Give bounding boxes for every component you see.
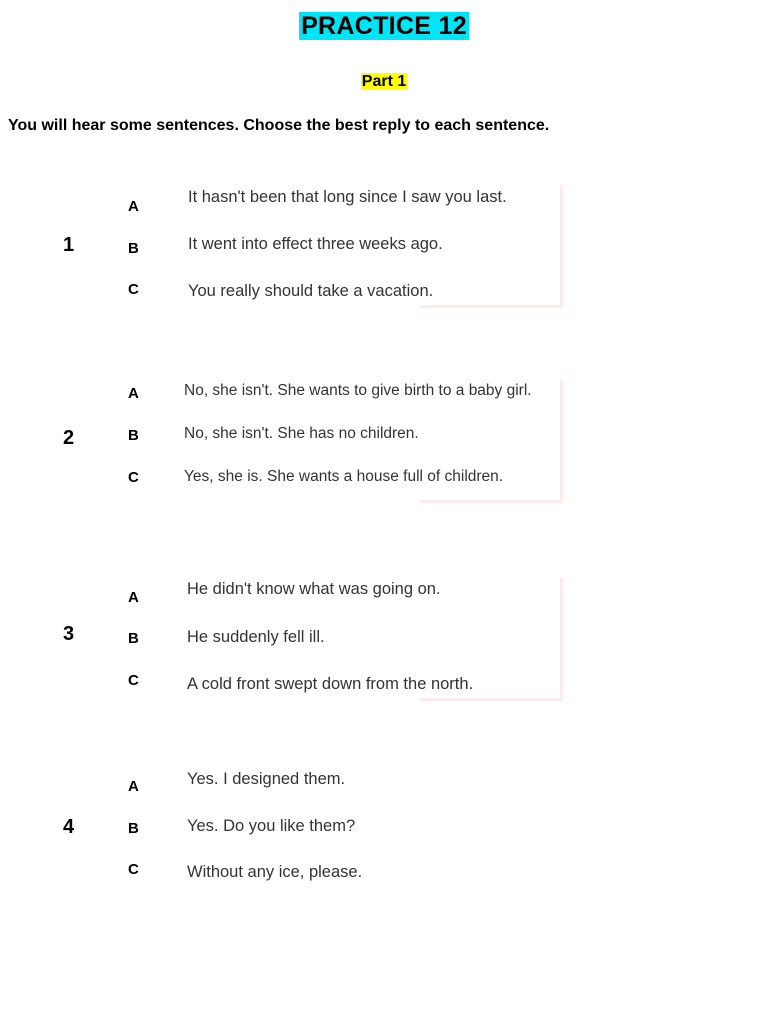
option-text-b[interactable]: He suddenly fell ill.: [187, 628, 325, 646]
option-text-a[interactable]: It hasn't been that long since I saw you last.: [188, 188, 507, 206]
option-letter-a: A: [128, 778, 139, 795]
option-text-c[interactable]: Yes, she is. She wants a house full of children.: [184, 468, 504, 485]
option-letter-a: A: [128, 385, 139, 402]
question-number: 3: [63, 623, 75, 645]
option-text-b[interactable]: No, she isn't. She has no children.: [184, 425, 419, 442]
option-text-a[interactable]: He didn't know what was going on.: [187, 580, 441, 598]
option-text-b[interactable]: It went into effect three weeks ago.: [188, 235, 443, 253]
page-title-text: PRACTICE 12: [301, 12, 467, 40]
option-letter-b: B: [128, 820, 139, 837]
page-title: [0, 12, 768, 41]
option-letter-c: C: [128, 469, 139, 486]
option-letter-c: C: [128, 281, 139, 298]
question-number: 4: [63, 816, 75, 838]
instruction-text: You will hear some sentences. Choose the best reply to each sentence.: [8, 117, 550, 134]
option-letter-c: C: [128, 672, 139, 689]
option-letter-b: B: [128, 240, 139, 257]
option-text-a[interactable]: Yes. I designed them.: [187, 770, 346, 788]
option-text-c[interactable]: Without any ice, please.: [187, 863, 363, 881]
question-number: 1: [63, 234, 75, 256]
option-text-a[interactable]: No, she isn't. She wants to give birth to a baby girl.: [184, 382, 532, 399]
option-letter-a: A: [128, 589, 139, 606]
option-letter-b: B: [128, 630, 139, 647]
question-number: 2: [63, 427, 75, 449]
part-heading-text: Part 1: [361, 73, 407, 90]
option-text-c[interactable]: You really should take a vacation.: [188, 282, 434, 300]
option-letter-a: A: [128, 198, 139, 215]
option-text-b[interactable]: Yes. Do you like them?: [187, 817, 356, 835]
option-letter-c: C: [128, 861, 139, 878]
option-text-c[interactable]: A cold front swept down from the north.: [187, 675, 474, 693]
option-letter-b: B: [128, 427, 139, 444]
part-heading: [0, 73, 768, 91]
